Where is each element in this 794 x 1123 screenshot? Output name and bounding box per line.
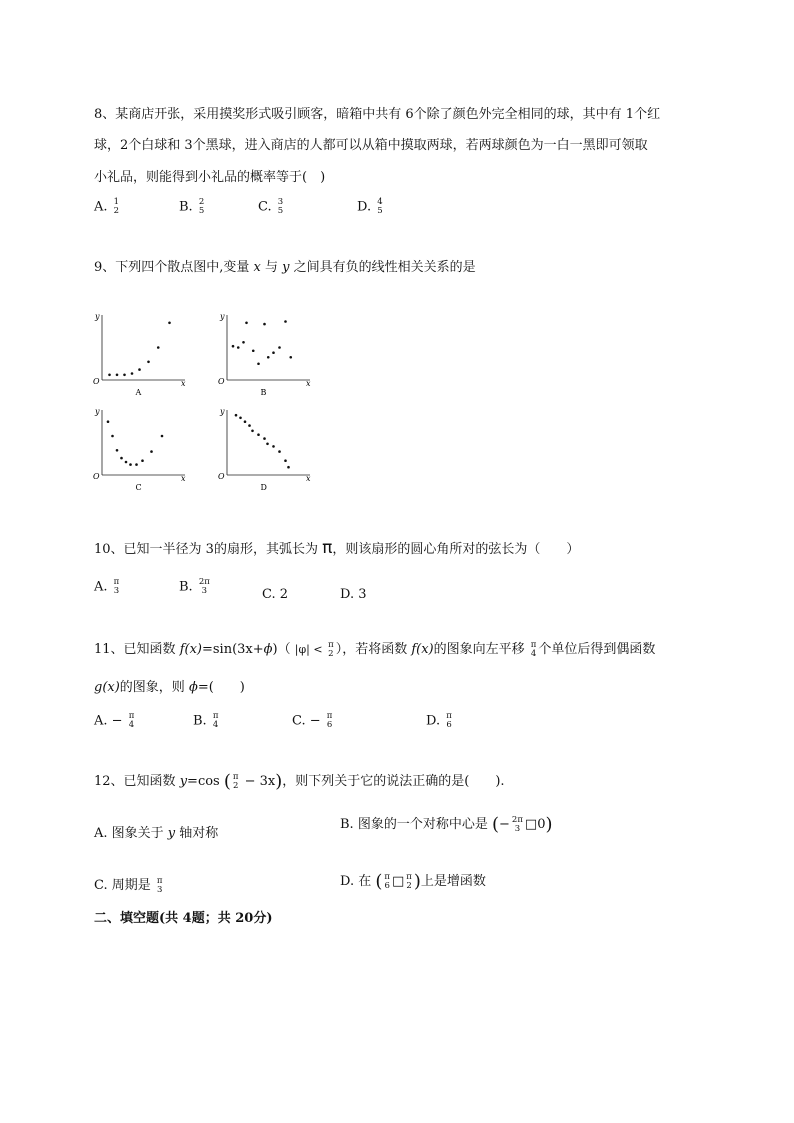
- q8-line1: 8、某商店开张，采用摸奖形式吸引顾客，暗箱中共有 6个除了颜色外完全相同的球，其中有 1个红: [94, 107, 661, 122]
- scatter-plot-a: [93, 312, 186, 397]
- scatter-point: [284, 320, 287, 323]
- q11-option-a[interactable]: A. − π 4: [94, 711, 135, 730]
- scatter-point: [168, 322, 171, 325]
- scatter-point: [123, 374, 126, 377]
- scatter-point: [125, 461, 128, 464]
- scatter-plot-b: [218, 312, 311, 397]
- plot-label: C: [135, 483, 142, 492]
- q8-line2: 球，2个白球和 3个黑球，进入商店的人都可以从箱中摸取两球，若两球颜色为一白一黑即可领取: [94, 138, 648, 153]
- scatter-plot-d: [218, 407, 311, 492]
- q12-text: 12、已知函数 y=cos ( π 2 − 3x)，则下列关于它的说法正确的是( ).: [94, 771, 505, 792]
- scatter-point: [111, 435, 114, 438]
- scatter-point: [263, 323, 266, 326]
- q10-option-d[interactable]: D. 3: [340, 587, 367, 602]
- scatter-point: [252, 349, 255, 352]
- scatter-point: [272, 445, 275, 448]
- q10-option-a[interactable]: A. π 3: [94, 577, 120, 596]
- q10-text: 10、已知一半径为 3的扇形，其弧长为 π，则该扇形的圆心角所对的弦长为（ ）: [94, 538, 580, 558]
- q10-option-c[interactable]: C. 2: [262, 587, 289, 602]
- q10-option-b[interactable]: B. 2π 3: [179, 577, 210, 596]
- scatter-point: [135, 463, 138, 466]
- scatter-point: [245, 322, 248, 325]
- scatter-point: [141, 459, 144, 462]
- origin-label: O: [93, 472, 100, 481]
- q11-line1: 11、已知函数 f(x)=sin(3x+ϕ)（ |φ| < π 2 ），若将函数 f(x)的图象向左平移 π 4 个单位后得到偶函数: [94, 639, 656, 659]
- q8-option-a[interactable]: A. 1 2: [94, 197, 120, 216]
- scatter-point: [108, 374, 111, 377]
- scatter-point: [244, 420, 247, 423]
- scatter-point: [129, 463, 132, 466]
- origin-label: O: [218, 472, 225, 481]
- scatter-point: [278, 450, 281, 453]
- scatter-point: [284, 459, 287, 462]
- scatter-point: [239, 417, 242, 420]
- origin-label: O: [93, 377, 100, 386]
- q11-option-b[interactable]: B. π 4: [193, 711, 219, 730]
- scatter-point: [267, 356, 270, 359]
- scatter-point: [116, 449, 119, 452]
- y-axis-label: y: [220, 312, 225, 321]
- scatter-point: [150, 450, 153, 453]
- q9-text: 9、下列四个散点图中,变量 x 与 y 之间具有负的线性相关关系的是: [94, 260, 476, 275]
- scatter-point: [257, 433, 260, 436]
- q12-option-d[interactable]: D. 在 ( π 6 □ π 2 )上是增函数: [340, 871, 486, 892]
- plot-label: D: [260, 483, 267, 492]
- scatter-point: [248, 424, 251, 427]
- scatter-point: [120, 457, 123, 460]
- scatter-point: [272, 351, 275, 354]
- q8-option-c[interactable]: C. 3 5: [258, 197, 284, 216]
- q8-line3: 小礼品，则能得到小礼品的概率等于( ): [94, 170, 326, 185]
- x-axis-label: x: [306, 474, 311, 483]
- scatter-point: [232, 345, 235, 348]
- scatter-point: [116, 374, 119, 377]
- q12-option-a[interactable]: A. 图象关于 y 轴对称: [94, 826, 219, 841]
- x-axis-label: x: [181, 379, 186, 388]
- x-axis-label: x: [306, 379, 311, 388]
- q11-option-d[interactable]: D. π 6: [426, 711, 452, 730]
- x-axis-label: x: [181, 474, 186, 483]
- plot-label: B: [260, 388, 267, 397]
- scatter-point: [131, 372, 134, 375]
- scatter-point: [138, 368, 141, 371]
- origin-label: O: [218, 377, 225, 386]
- scatter-point: [266, 443, 269, 446]
- scatter-point: [287, 466, 290, 469]
- section-2-title: 二、填空题(共 4题；共 20分): [94, 911, 273, 926]
- scatter-point: [263, 437, 266, 440]
- scatter-plots-figure: [90, 305, 310, 495]
- scatter-point: [107, 420, 110, 423]
- q12-option-b[interactable]: B. 图象的一个对称中心是 (− 2π 3 □0): [340, 814, 553, 835]
- scatter-point: [237, 346, 240, 349]
- scatter-point: [235, 414, 238, 417]
- q12-option-c[interactable]: C. 周期是 π 3: [94, 875, 163, 895]
- y-axis-label: y: [95, 312, 100, 321]
- scatter-point: [257, 362, 260, 365]
- q8-option-d[interactable]: D. 4 5: [357, 197, 383, 216]
- scatter-point: [157, 346, 160, 349]
- scatter-point: [242, 341, 245, 344]
- y-axis-label: y: [95, 407, 100, 416]
- scatter-point: [251, 430, 254, 433]
- y-axis-label: y: [220, 407, 225, 416]
- scatter-plot-c: [93, 407, 186, 492]
- q11-line2: g(x)的图象，则 ϕ=( ): [94, 680, 245, 695]
- q11-option-c[interactable]: C. − π 6: [292, 711, 333, 730]
- scatter-point: [289, 356, 292, 359]
- scatter-point: [278, 346, 281, 349]
- scatter-point: [161, 435, 164, 438]
- scatter-point: [147, 361, 150, 364]
- q8-option-b[interactable]: B. 2 5: [179, 197, 205, 216]
- plot-label: A: [135, 388, 142, 397]
